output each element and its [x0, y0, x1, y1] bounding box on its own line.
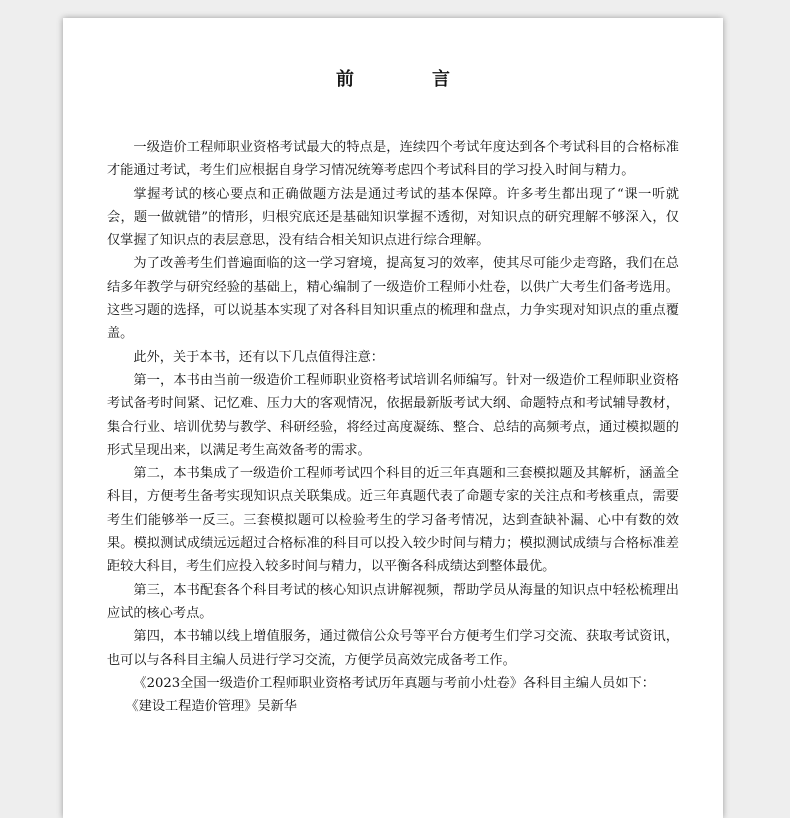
preface-body: [107, 136, 679, 718]
paragraph-notes-intro: 此外，关于本书，还有以下几点值得注意：: [133, 349, 384, 365]
paragraph-intro: 一级造价工程师职业资格考试最大的特点是，连续四个考试年度达到各个考试科目的合格标准才能通过考试，考生们应根据自身学习情况统筹考虑四个考试科目的学习投入时间与精力。: [107, 140, 679, 179]
paragraph-core-points: 掌握考试的核心要点和正确做题方法是通过考试的基本保障。许多考生都出现了“课一听就会，题一做就错”的情形，归根究底还是基础知识掌握不透彻，对知识点的研究理解不够深入，仅仅掌握了知识点的表层意思，没有结合相关知识点进行综合理解。: [107, 186, 679, 249]
paragraph-second: 第二，本书集成了一级造价工程师考试四个科目的近三年真题和三套模拟题及其解析，涵盖全科目，方便考生备考实现知识点关联集成。近三年真题代表了命题专家的关注点和考核重点，需要考生们能够举一反三。三套模拟题可以检验考生的学习备考情况，达到查缺补漏、心中有数的效果。模拟测试成绩远远超过合格标准的科目可以投入较少时间与精力；模拟测试成绩与合格标准差距较大科目，考生们应投入较多时间与精力，以平衡各科成绩达到整体最优。: [107, 466, 679, 575]
paragraph-first: 第一，本书由当前一级造价工程师职业资格考试培训名师编写。针对一级造价工程师职业资格考试备考时间紧、记忆难、压力大的客观情况，依据最新版考试大纲、命题特点和考试辅导教材，集合行业、培训优势与教学、科研经验，将经过高度凝练、整合、总结的高频考点，通过模拟题的形式呈现出来，以满足考生高效备考的需求。: [107, 372, 679, 458]
paragraph-purpose: 为了改善考生们普遍面临的这一学习窘境，提高复习的效率，使其尽可能少走弯路，我们在总结多年教学与研究经验的基础上，精心编制了一级造价工程师小灶卷，以供广大考生们备考选用。这些习题的选择，可以说基本实现了对各科目知识重点的梳理和盘点，力争实现对知识点的重点覆盖。: [107, 256, 679, 342]
document-page: [63, 18, 723, 818]
paragraph-third: 第三，本书配套各个科目考试的核心知识点讲解视频，帮助学员从海量的知识点中轻松梳理出应试的核心考点。: [107, 582, 679, 621]
paragraph-editors-intro: 《2023全国一级造价工程师职业资格考试历年真题与考前小灶卷》各科目主编人员如下：: [133, 675, 655, 691]
paragraph-editor-entry: 《建设工程造价管理》吴新华: [125, 699, 297, 715]
page-title: 前 言: [336, 69, 480, 90]
paragraph-fourth: 第四，本书辅以线上增值服务，通过微信公众号等平台方便考生们学习交流、获取考试资讯，也可以与各科目主编人员进行学习交流，方便学员高效完成备考工作。: [107, 629, 679, 668]
